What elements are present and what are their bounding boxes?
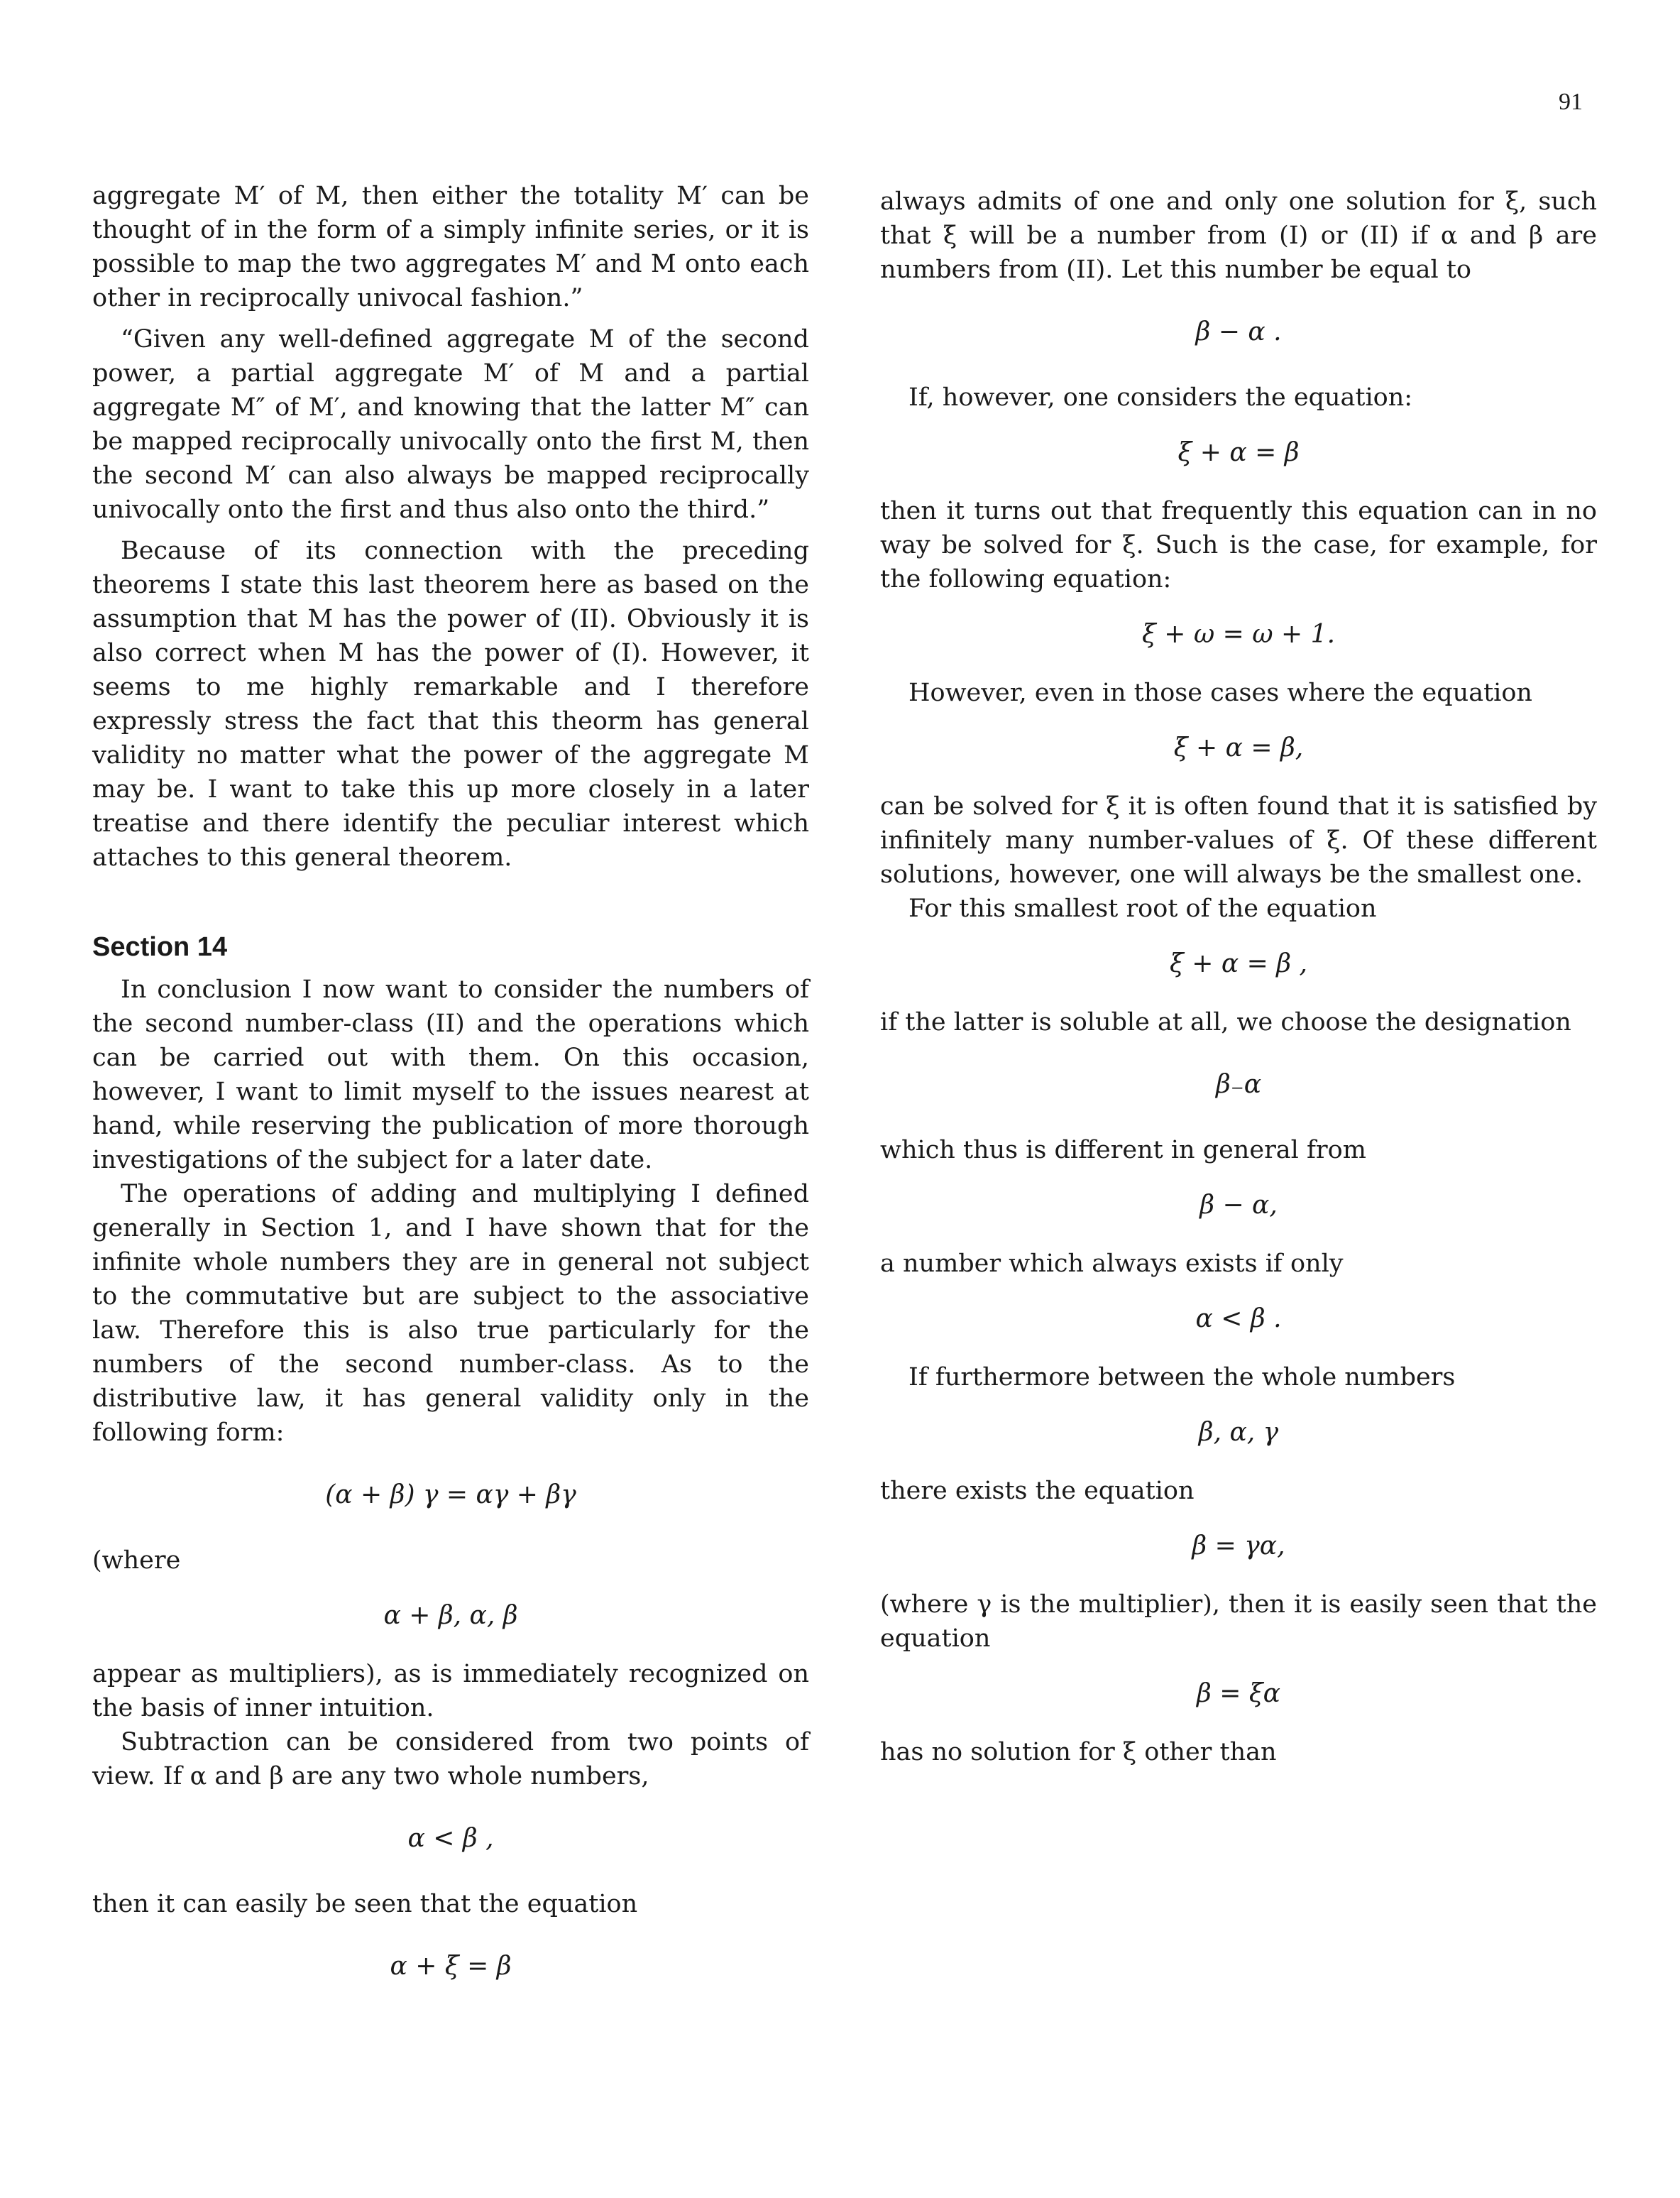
paragraph: then it turns out that frequently this equation can in no way be solved for ξ. Such is the case, for example, for the following equation: [880, 497, 1597, 594]
paragraph: a number which always exists if only [880, 1250, 1344, 1278]
paragraph: “Given any well-defined aggregate M of the second power, a partial aggregate M′ of M and a partial aggregate M″ of M′, and knowing that the latter M″ can be mapped reciprocally univocally onto the first M, then the second M′ can also always be mapped reciprocally univocally onto the first and thus also onto the third.” [92, 325, 809, 524]
paragraph: However, even in those cases where the equation [908, 679, 1532, 707]
paragraph: which thus is different in general from [880, 1136, 1366, 1164]
equation: ξ + α = β, [1173, 733, 1304, 762]
equation: α < β , [407, 1824, 494, 1853]
page-number: 91 [1559, 89, 1583, 115]
equation: ξ + ω = ω + 1. [1141, 620, 1336, 649]
right-column [880, 179, 1597, 1776]
paragraph: can be solved for ξ it is often found that it is satisfied by infinitely many number-values of ξ. Of these different solutions, however, one will always be the smallest one. [880, 792, 1597, 889]
equation: β₋α [1215, 1070, 1262, 1099]
paragraph: In conclusion I now want to consider the numbers of the second number-class (II) and the operations which can be carried out with them. On this occasion, however, I want to limit myself to the issues nearest at hand, while reserving the publication of more thorough investigations of the subject for a later date. [92, 975, 809, 1174]
paragraph: appear as multipliers), as is immediately recognized on the basis of inner intuition. [92, 1660, 809, 1722]
equation: α < β . [1195, 1304, 1282, 1333]
equation: β − α, [1199, 1191, 1278, 1220]
paragraph: there exists the equation [880, 1477, 1195, 1505]
equation: ξ + α = β , [1170, 949, 1307, 978]
paragraph: then it can easily be seen that the equation [92, 1890, 638, 1918]
paragraph: if the latter is soluble at all, we choose the designation [880, 1008, 1571, 1037]
equation: β − α . [1195, 317, 1282, 346]
equation: (α + β) γ = αγ + βγ [325, 1480, 576, 1509]
paragraph: If furthermore between the whole numbers [908, 1363, 1456, 1391]
equation: α + β, α, β [383, 1601, 518, 1630]
paragraph: (where γ is the multiplier), then it is easily seen that the equation [880, 1590, 1597, 1653]
equation: α + ξ = β [390, 1952, 512, 1981]
equation: β = γα, [1192, 1531, 1285, 1560]
equation: β = ξα [1196, 1679, 1280, 1708]
paragraph: (where [92, 1546, 181, 1575]
paragraph: The operations of adding and multiplying I defined generally in Section 1, and I have shown that for the infinite whole numbers they are in general not subject to the commutative but are subject to the associative law. Therefore this is also true particularly for the numbers of the second number-class. As to the distributive law, it has general validity only in the following form: [92, 1180, 809, 1447]
equation: β, α, γ [1198, 1418, 1279, 1447]
paragraph: Subtraction can be considered from two points of view. If α and β are any two whole numbers, [92, 1728, 809, 1790]
paragraph: aggregate M′ of M, then either the totality M′ can be thought of in the form of a simply infinite series, or it is possible to map the two aggregates M′ and M onto each other in reciprocally univocal fashion.” [92, 182, 809, 312]
paragraph: If, however, one considers the equation: [908, 383, 1413, 412]
left-column [92, 179, 809, 2015]
paragraph: Because of its connection with the preceding theorems I state this last theorem here as based on the assumption that M has the power of (II). Obviously it is also correct when M has the power of (I). However, it seems to me highly remarkable and I therefore expressly stress the fact that this theorm has general validity no matter what the power of the aggregate M may be. I want to take this up more closely in a later treatise and there identify the peculiar interest which attaches to this general theorem. [92, 537, 809, 872]
equation: ξ + α = β [1177, 438, 1300, 467]
paragraph: has no solution for ξ other than [880, 1738, 1277, 1766]
paragraph: For this smallest root of the equation [908, 895, 1377, 923]
paragraph: always admits of one and only one solution for ξ, such that ξ will be a number from (I) or (II) if α and β are numbers from (II). Let this number be equal to [880, 187, 1597, 284]
section-heading: Section 14 [92, 932, 228, 962]
